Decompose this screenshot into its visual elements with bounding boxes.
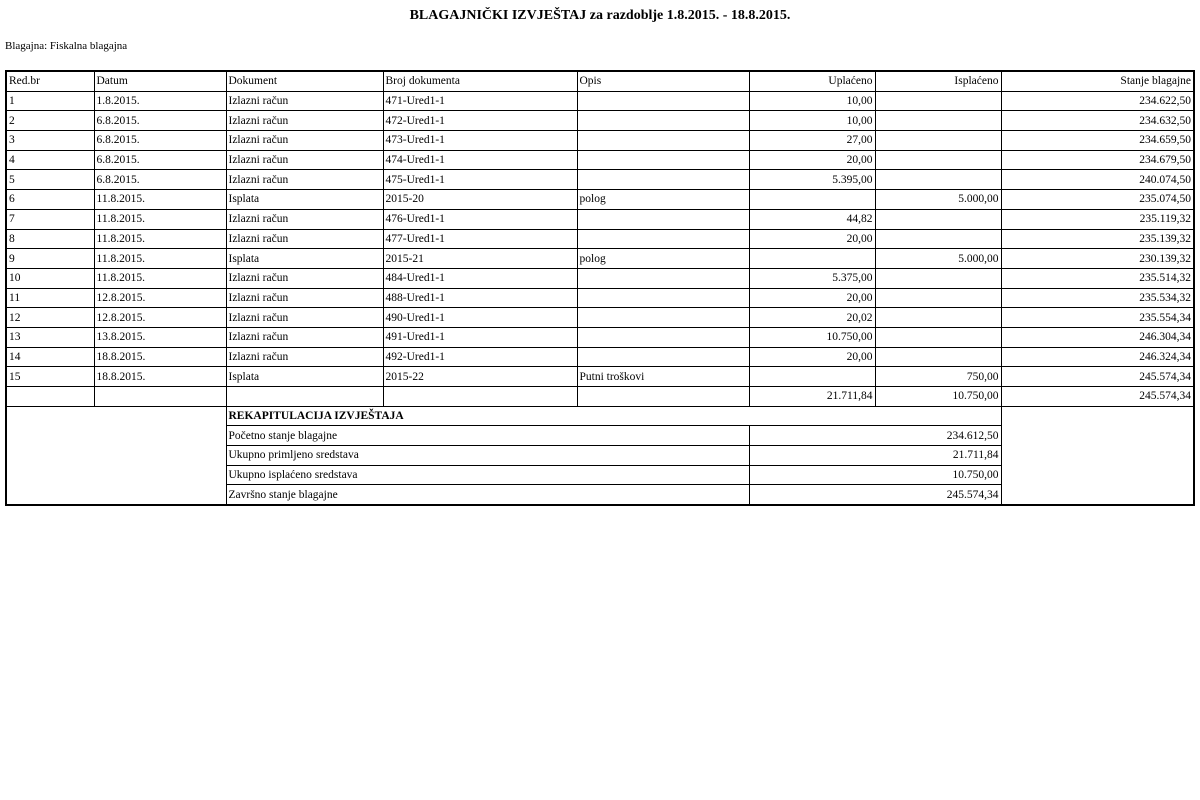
cell-rb: 15 bbox=[6, 367, 94, 387]
table-row bbox=[6, 308, 1194, 328]
cell-date: 11.8.2015. bbox=[94, 229, 226, 249]
recap-title: REKAPITULACIJA IZVJEŠTAJA bbox=[226, 406, 1001, 426]
cell-doc-number: 491-Ured1-1 bbox=[383, 327, 577, 347]
cell-document: Izlazni račun bbox=[226, 268, 383, 288]
table-header-row bbox=[6, 71, 1194, 91]
cell-description bbox=[577, 150, 749, 170]
cell-received: 10.750,00 bbox=[749, 327, 875, 347]
cell-balance: 245.574,34 bbox=[1001, 367, 1194, 387]
cell-paid-out bbox=[875, 150, 1001, 170]
table-row bbox=[6, 367, 1194, 387]
cell-received: 20,02 bbox=[749, 308, 875, 328]
cell-paid-out bbox=[875, 288, 1001, 308]
cell-rb: 11 bbox=[6, 288, 94, 308]
cell-rb: 5 bbox=[6, 170, 94, 190]
cell-date: 12.8.2015. bbox=[94, 308, 226, 328]
cell-doc-number: 2015-20 bbox=[383, 190, 577, 210]
cell-rb: 14 bbox=[6, 347, 94, 367]
cell-document: Isplata bbox=[226, 249, 383, 269]
cell-doc-number: 2015-22 bbox=[383, 367, 577, 387]
cell-date: 11.8.2015. bbox=[94, 268, 226, 288]
cell-received: 20,00 bbox=[749, 347, 875, 367]
column-header-doc-number: Broj dokumenta bbox=[383, 71, 577, 91]
table-row bbox=[6, 327, 1194, 347]
table-row bbox=[6, 190, 1194, 210]
cell-document: Izlazni račun bbox=[226, 308, 383, 328]
cell-received: 44,82 bbox=[749, 209, 875, 229]
cell-balance: 240.074,50 bbox=[1001, 170, 1194, 190]
cell-date: 18.8.2015. bbox=[94, 347, 226, 367]
cell-date: 11.8.2015. bbox=[94, 190, 226, 210]
cell-document: Izlazni račun bbox=[226, 209, 383, 229]
cell-balance: 230.139,32 bbox=[1001, 249, 1194, 269]
table-cell bbox=[6, 387, 94, 407]
cell-description bbox=[577, 229, 749, 249]
cell-paid-out bbox=[875, 111, 1001, 131]
cell-description: Putni troškovi bbox=[577, 367, 749, 387]
column-header-balance: Stanje blagajne bbox=[1001, 71, 1194, 91]
cell-doc-number: 472-Ured1-1 bbox=[383, 111, 577, 131]
column-header-document: Dokument bbox=[226, 71, 383, 91]
recap-label: Početno stanje blagajne bbox=[226, 426, 749, 446]
table-cell bbox=[383, 387, 577, 407]
cell-document: Izlazni račun bbox=[226, 288, 383, 308]
cell-doc-number: 474-Ured1-1 bbox=[383, 150, 577, 170]
cell-rb: 13 bbox=[6, 327, 94, 347]
cell-date: 18.8.2015. bbox=[94, 367, 226, 387]
cell-balance: 234.659,50 bbox=[1001, 131, 1194, 151]
cell-description bbox=[577, 288, 749, 308]
cell-received: 10,00 bbox=[749, 91, 875, 111]
table-cell bbox=[94, 387, 226, 407]
cell-date: 11.8.2015. bbox=[94, 209, 226, 229]
cell-date: 6.8.2015. bbox=[94, 111, 226, 131]
cell-received: 27,00 bbox=[749, 131, 875, 151]
cell-date: 6.8.2015. bbox=[94, 131, 226, 151]
cell-paid-out bbox=[875, 347, 1001, 367]
table-row bbox=[6, 131, 1194, 151]
totals-row bbox=[6, 387, 1194, 407]
cell-document: Izlazni račun bbox=[226, 170, 383, 190]
table-row bbox=[6, 170, 1194, 190]
cell-description: polog bbox=[577, 190, 749, 210]
cell-balance: 246.304,34 bbox=[1001, 327, 1194, 347]
cell-date: 12.8.2015. bbox=[94, 288, 226, 308]
recap-label: Ukupno primljeno sredstava bbox=[226, 446, 749, 466]
cell-paid-out bbox=[875, 327, 1001, 347]
cell-date: 6.8.2015. bbox=[94, 150, 226, 170]
column-header-rb: Red.br bbox=[6, 71, 94, 91]
recap-label: Završno stanje blagajne bbox=[226, 485, 749, 505]
cash-report-table bbox=[5, 70, 1195, 506]
cell-received: 5.375,00 bbox=[749, 268, 875, 288]
cell-rb: 10 bbox=[6, 268, 94, 288]
cell-document: Izlazni račun bbox=[226, 229, 383, 249]
recap-title-row bbox=[6, 406, 1194, 426]
cell-doc-number: 488-Ured1-1 bbox=[383, 288, 577, 308]
cell-doc-number: 476-Ured1-1 bbox=[383, 209, 577, 229]
cell-rb: 1 bbox=[6, 91, 94, 111]
cell-paid-out bbox=[875, 229, 1001, 249]
cell-description bbox=[577, 111, 749, 131]
cell-received bbox=[749, 367, 875, 387]
cell-document: Izlazni račun bbox=[226, 91, 383, 111]
cell-doc-number: 492-Ured1-1 bbox=[383, 347, 577, 367]
cell-description bbox=[577, 209, 749, 229]
recap-value: 21.711,84 bbox=[749, 446, 1001, 466]
table-row bbox=[6, 347, 1194, 367]
cell-doc-number: 490-Ured1-1 bbox=[383, 308, 577, 328]
column-header-received: Uplaćeno bbox=[749, 71, 875, 91]
cell-description bbox=[577, 308, 749, 328]
cell-description bbox=[577, 170, 749, 190]
cell-document: Izlazni račun bbox=[226, 150, 383, 170]
cell-paid-out bbox=[875, 91, 1001, 111]
cell-document: Isplata bbox=[226, 190, 383, 210]
cell-paid-out bbox=[875, 170, 1001, 190]
table-row bbox=[6, 111, 1194, 131]
cell-balance: 235.554,34 bbox=[1001, 308, 1194, 328]
recap-value: 245.574,34 bbox=[749, 485, 1001, 505]
table-cell bbox=[577, 387, 749, 407]
cell-doc-number: 477-Ured1-1 bbox=[383, 229, 577, 249]
cell-description bbox=[577, 268, 749, 288]
cell-received: 20,00 bbox=[749, 229, 875, 249]
total-balance: 245.574,34 bbox=[1001, 387, 1194, 407]
cell-paid-out bbox=[875, 308, 1001, 328]
cell-date: 13.8.2015. bbox=[94, 327, 226, 347]
column-header-paid-out: Isplaćeno bbox=[875, 71, 1001, 91]
cell-description bbox=[577, 327, 749, 347]
table-row bbox=[6, 288, 1194, 308]
recap-value: 10.750,00 bbox=[749, 465, 1001, 485]
cell-date: 1.8.2015. bbox=[94, 91, 226, 111]
cell-balance: 234.622,50 bbox=[1001, 91, 1194, 111]
table-row bbox=[6, 268, 1194, 288]
cell-rb: 7 bbox=[6, 209, 94, 229]
cell-doc-number: 2015-21 bbox=[383, 249, 577, 269]
cell-rb: 12 bbox=[6, 308, 94, 328]
cell-document: Isplata bbox=[226, 367, 383, 387]
cell-rb: 8 bbox=[6, 229, 94, 249]
cell-rb: 9 bbox=[6, 249, 94, 269]
cell-paid-out: 5.000,00 bbox=[875, 249, 1001, 269]
cell-doc-number: 484-Ured1-1 bbox=[383, 268, 577, 288]
cell-received: 5.395,00 bbox=[749, 170, 875, 190]
cell-balance: 235.119,32 bbox=[1001, 209, 1194, 229]
cell-description bbox=[577, 347, 749, 367]
cell-paid-out bbox=[875, 268, 1001, 288]
table-row bbox=[6, 150, 1194, 170]
cell-balance: 246.324,34 bbox=[1001, 347, 1194, 367]
cell-received: 10,00 bbox=[749, 111, 875, 131]
cashbox-label: Blagajna: Fiskalna blagajna bbox=[5, 40, 128, 52]
recap-label: Ukupno isplaćeno sredstava bbox=[226, 465, 749, 485]
cell-balance: 235.139,32 bbox=[1001, 229, 1194, 249]
cell-rb: 3 bbox=[6, 131, 94, 151]
cell-received bbox=[749, 190, 875, 210]
recap-right-spacer bbox=[1001, 406, 1194, 505]
total-paid-out: 10.750,00 bbox=[875, 387, 1001, 407]
table-row bbox=[6, 91, 1194, 111]
cell-paid-out bbox=[875, 209, 1001, 229]
cell-paid-out bbox=[875, 131, 1001, 151]
cell-rb: 4 bbox=[6, 150, 94, 170]
cell-balance: 235.074,50 bbox=[1001, 190, 1194, 210]
cell-description: polog bbox=[577, 249, 749, 269]
cell-doc-number: 475-Ured1-1 bbox=[383, 170, 577, 190]
recap-value: 234.612,50 bbox=[749, 426, 1001, 446]
cell-date: 6.8.2015. bbox=[94, 170, 226, 190]
cell-description bbox=[577, 91, 749, 111]
cell-rb: 2 bbox=[6, 111, 94, 131]
table-row bbox=[6, 249, 1194, 269]
cell-paid-out: 5.000,00 bbox=[875, 190, 1001, 210]
cell-balance: 235.514,32 bbox=[1001, 268, 1194, 288]
total-received: 21.711,84 bbox=[749, 387, 875, 407]
cell-received: 20,00 bbox=[749, 150, 875, 170]
table-row bbox=[6, 229, 1194, 249]
cell-received bbox=[749, 249, 875, 269]
cell-paid-out: 750,00 bbox=[875, 367, 1001, 387]
cell-balance: 234.679,50 bbox=[1001, 150, 1194, 170]
column-header-description: Opis bbox=[577, 71, 749, 91]
cell-rb: 6 bbox=[6, 190, 94, 210]
cell-received: 20,00 bbox=[749, 288, 875, 308]
cell-balance: 235.534,32 bbox=[1001, 288, 1194, 308]
cell-document: Izlazni račun bbox=[226, 347, 383, 367]
cell-date: 11.8.2015. bbox=[94, 249, 226, 269]
cell-description bbox=[577, 131, 749, 151]
cell-doc-number: 471-Ured1-1 bbox=[383, 91, 577, 111]
table-cell bbox=[226, 387, 383, 407]
cell-doc-number: 473-Ured1-1 bbox=[383, 131, 577, 151]
cell-document: Izlazni račun bbox=[226, 111, 383, 131]
column-header-date: Datum bbox=[94, 71, 226, 91]
report-title: BLAGAJNIČKI IZVJEŠTAJ za razdoblje 1.8.2015. - 18.8.2015. bbox=[409, 8, 791, 23]
cell-document: Izlazni račun bbox=[226, 327, 383, 347]
table-row bbox=[6, 209, 1194, 229]
cell-document: Izlazni račun bbox=[226, 131, 383, 151]
recap-left-spacer bbox=[6, 406, 226, 505]
cell-balance: 234.632,50 bbox=[1001, 111, 1194, 131]
